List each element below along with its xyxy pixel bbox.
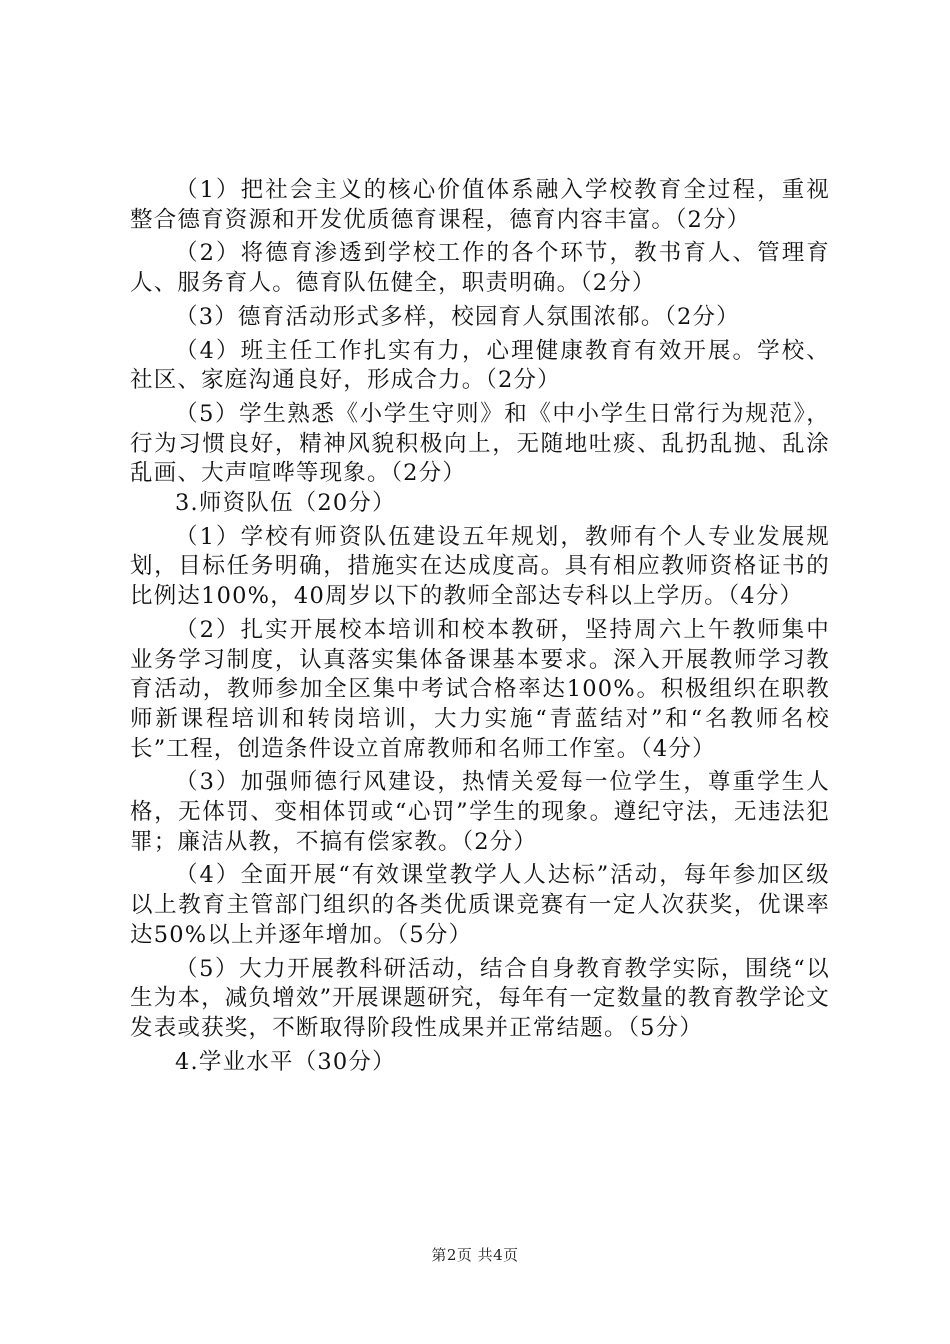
paragraph-moral-5: （5）学生熟悉《小学生守则》和《中小学生日常行为规范》，行为习惯良好，精神风貌积极向上，无随地吐痰、乱扔乱抛、乱涂乱画、大声喧哗等现象。（2分） — [130, 400, 830, 487]
paragraph-teachers-2: （2）扎实开展校本培训和校本教研，坚持周六上午教师集中业务学习制度，认真落实集体备课基本要求。深入开展教师学习教育活动，教师参加全区集中考试合格率达100%。积极组织在职教师新课程培训和转岗培训，大力实施“青蓝结对”和“名教师名校长”工程，创造条件设立首席教师和名师工作室。（4分） — [130, 616, 830, 762]
section-title-academic: 4.学业水平（30分） — [175, 1048, 396, 1075]
paragraph-moral-4: （4）班主任工作扎实有力，心理健康教育有效开展。学校、社区、家庭沟通良好，形成合力。（2分） — [130, 337, 830, 394]
page-footer: 第2页 共4页 — [431, 1246, 519, 1264]
paragraph-moral-3: （3）德育活动形式多样，校园育人氛围浓郁。（2分） — [175, 303, 740, 330]
section-title-teachers: 3.师资队伍（20分） — [175, 490, 396, 517]
paragraph-moral-2: （2）将德育渗透到学校工作的各个环节，教书育人、管理育人、服务育人。德育队伍健全，职责明确。（2分） — [130, 240, 830, 297]
paragraph-teachers-3: （3）加强师德行风建设，热情关爱每一位学生，尊重学生人格，无体罚、变相体罚或“心罚”学生的现象。遵纪守法，无违法犯罪；廉洁从教，不搞有偿家教。（2分） — [130, 769, 830, 855]
document-body — [130, 176, 830, 1077]
paragraph-teachers-4: （4）全面开展“有效课堂教学人人达标”活动，每年参加区级以上教育主管部门组织的各类优质课竞赛有一定人次获奖，优课率达50%以上并逐年增加。（5分） — [130, 862, 830, 948]
paragraph-teachers-5: （5）大力开展教科研活动，结合自身教育教学实际，围绕“以生为本，减负增效”开展课题研究，每年有一定数量的教育教学论文发表或获奖，不断取得阶段性成果并正常结题。（5分） — [130, 955, 831, 1041]
paragraph-moral-1: （1）把社会主义的核心价值体系融入学校教育全过程，重视整合德育资源和开发优质德育课程，德育内容丰富。（2分） — [130, 177, 830, 233]
paragraph-teachers-1: （1）学校有师资队伍建设五年规划，教师有个人专业发展规划，目标任务明确，措施实在达成度高。具有相应教师资格证书的比例达100%，40周岁以下的教师全部达专科以上学历。（4分） — [130, 523, 830, 610]
